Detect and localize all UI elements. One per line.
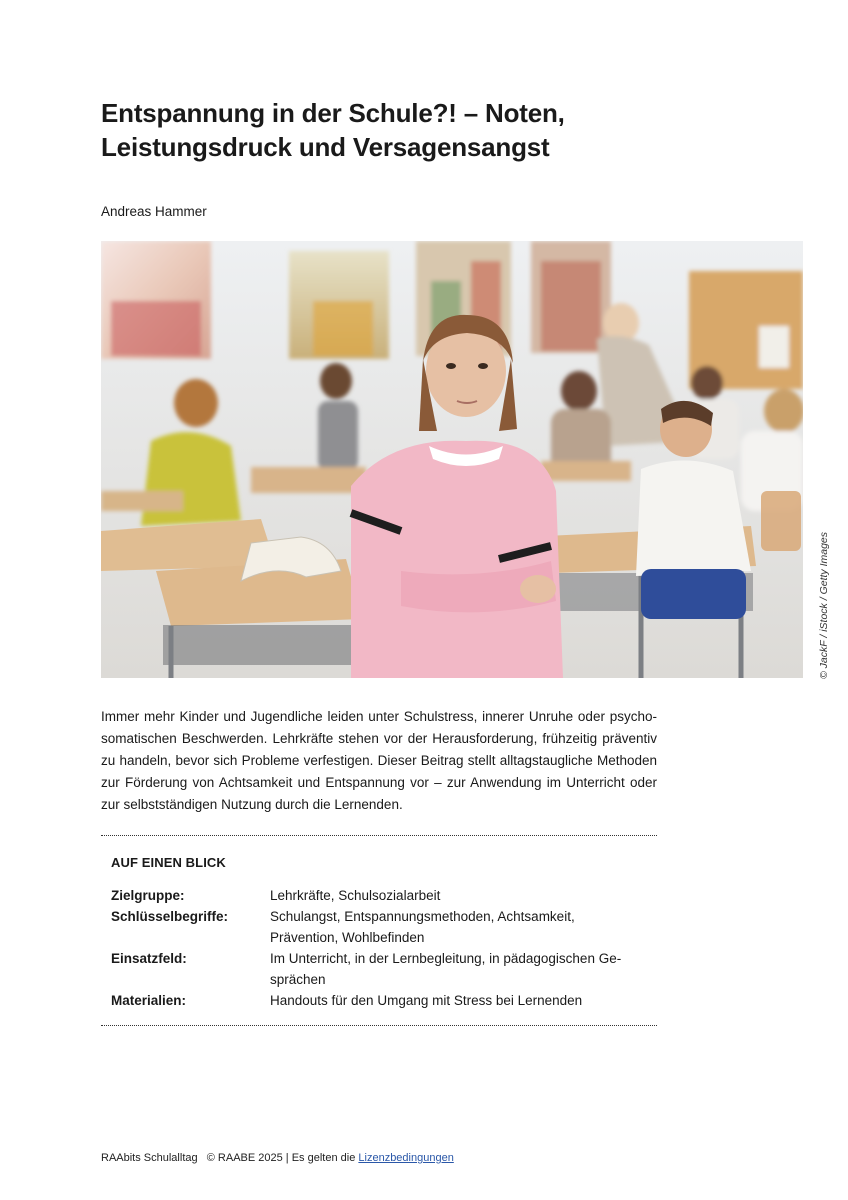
fact-label: Einsatzfeld: xyxy=(111,951,187,966)
intro-paragraph: Immer mehr Kinder und Jugendliche leiden unter Schulstress, innerer Unruhe oder psychosomatischen Beschwerden. Lehrkräfte stehen vor der Herausforderung, frühzeitig präventiv zu handeln, bevor sich Probleme verfestigen. Dieser Beitrag stellt alltagstaugliche Methoden zur Förderung von Achtsamkeit und Entspannung vor – zur Anwendung im Unterricht oder zur selbstständigen Nutzung durch die Lernenden. xyxy=(101,709,657,812)
fact-row-target-group xyxy=(111,885,641,906)
fact-row-keywords xyxy=(111,906,641,948)
dotted-divider-bottom xyxy=(101,1025,657,1026)
fact-label: Materialien: xyxy=(111,993,187,1008)
title-line-1: Entspannung in der Schule?! – Noten, xyxy=(101,98,565,128)
document-title xyxy=(101,96,721,164)
at-a-glance-table xyxy=(111,885,641,1011)
fact-value: Im Unterricht, in der Lernbegleitung, in pädagogischen Gesprächen xyxy=(270,951,622,987)
fact-value: Lehrkräfte, Schulsozialarbeit xyxy=(270,888,441,903)
fact-row-field xyxy=(111,948,641,990)
classroom-photo xyxy=(101,241,803,678)
footer-text: RAAbits Schulalltag © RAABE 2025 | Es gelten die xyxy=(101,1152,359,1164)
image-credit: © JackF / iStock / Getty Images xyxy=(818,531,830,679)
fact-label: Schlüsselbegriffe: xyxy=(111,909,229,924)
fact-label: Zielgruppe: xyxy=(111,888,185,903)
fact-value: Schulangst, Entspannungsmethoden, Achtsamkeit, Prävention, Wohlbefinden xyxy=(270,909,575,945)
dotted-divider-top xyxy=(101,835,657,836)
page-footer xyxy=(101,1152,454,1164)
fact-value: Handouts für den Umgang mit Stress bei Lernenden xyxy=(270,993,583,1008)
license-link[interactable]: Lizenzbedingungen xyxy=(358,1152,454,1164)
title-line-2: Leistungsdruck und Versagensangst xyxy=(101,132,550,162)
author-name: Andreas Hammer xyxy=(101,204,207,219)
fact-row-materials xyxy=(111,990,641,1011)
at-a-glance-heading: AUF EINEN BLICK xyxy=(111,855,226,870)
